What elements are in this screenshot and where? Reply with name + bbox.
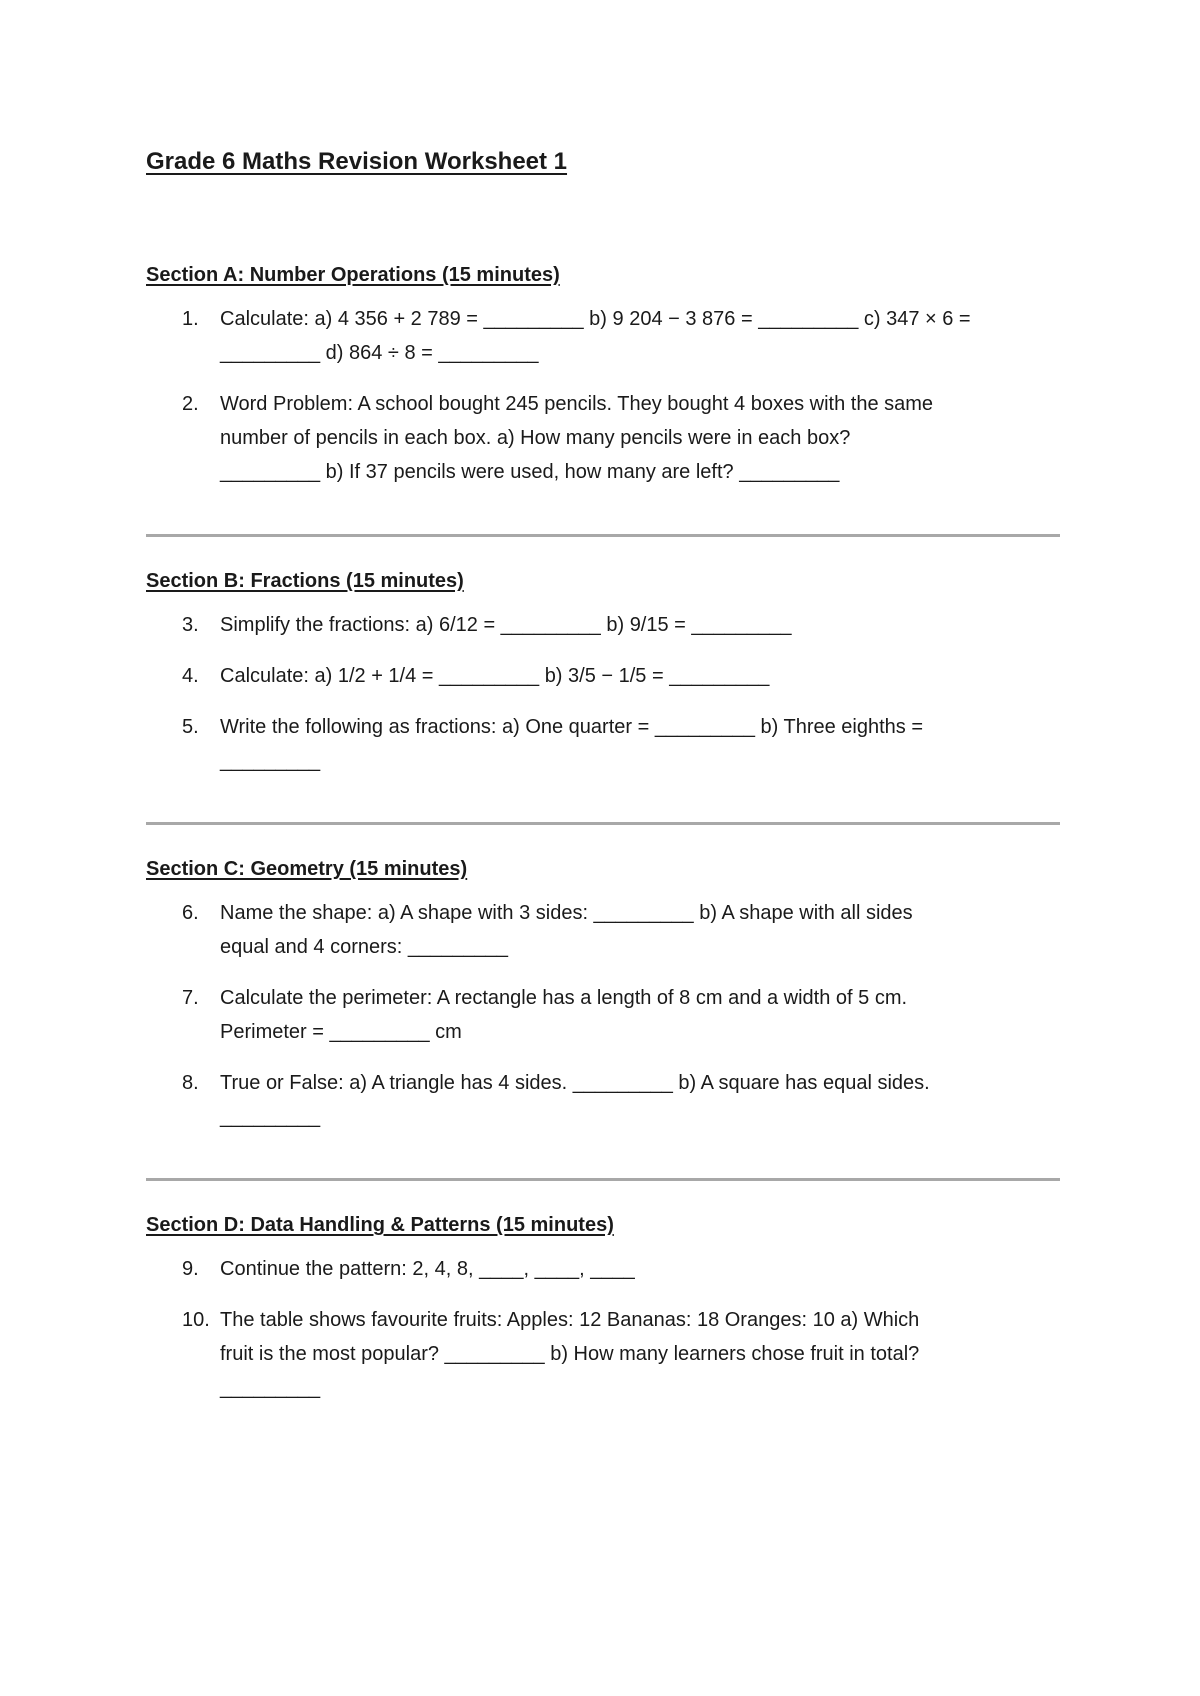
question-number: 9. (182, 1258, 199, 1280)
question-5 (146, 710, 1060, 778)
question-line: Name the shape: a) A shape with 3 sides: _________ b) A shape with all sides (220, 902, 913, 924)
section-b (146, 568, 1060, 778)
question-9 (146, 1252, 1060, 1286)
question-line: Simplify the fractions: a) 6/12 = _________ b) 9/15 = _________ (220, 614, 792, 636)
question-line: fruit is the most popular? _________ b) How many learners chose fruit in total? (220, 1343, 920, 1365)
question-number: 5. (182, 716, 199, 738)
question-8 (146, 1066, 1060, 1134)
question-7 (146, 981, 1060, 1049)
question-line: _________ (220, 750, 321, 772)
section-divider (146, 534, 1060, 537)
question-line: Perimeter = _________ cm (220, 1021, 462, 1043)
question-2 (146, 387, 1060, 489)
question-3 (146, 608, 1060, 642)
question-line: Calculate: a) 4 356 + 2 789 = _________ b) 9 204 − 3 876 = _________ c) 347 × 6 = (220, 308, 971, 330)
question-6 (146, 896, 1060, 964)
question-line: equal and 4 corners: _________ (220, 936, 509, 958)
question-line: Word Problem: A school bought 245 pencils. They bought 4 boxes with the same (220, 393, 934, 415)
question-number: 2. (182, 393, 199, 415)
question-4 (146, 659, 1060, 693)
section-a (146, 262, 1060, 489)
question-line: _________ b) If 37 pencils were used, how many are left? _________ (220, 461, 840, 483)
question-number: 7. (182, 987, 199, 1009)
question-10 (146, 1303, 1060, 1405)
question-number: 4. (182, 665, 199, 687)
section-heading: Section A: Number Operations (15 minutes) (146, 264, 560, 286)
question-line: _________ d) 864 ÷ 8 = _________ (220, 342, 539, 364)
question-line: Calculate the perimeter: A rectangle has a length of 8 cm and a width of 5 cm. (220, 987, 908, 1009)
question-number: 3. (182, 614, 199, 636)
section-divider (146, 1178, 1060, 1181)
question-number: 10. (182, 1309, 210, 1331)
question-line: _________ (220, 1106, 321, 1128)
question-number: 6. (182, 902, 199, 924)
question-line: The table shows favourite fruits: Apples: 12 Bananas: 18 Oranges: 10 a) Which (220, 1309, 920, 1331)
question-line: _________ (220, 1377, 321, 1399)
question-number: 8. (182, 1072, 199, 1094)
question-1 (146, 302, 1060, 370)
question-line: Write the following as fractions: a) One quarter = _________ b) Three eighths = (220, 716, 924, 738)
page-title: Grade 6 Maths Revision Worksheet 1 (146, 148, 568, 175)
section-heading: Section C: Geometry (15 minutes) (146, 858, 468, 880)
section-heading: Section D: Data Handling & Patterns (15 minutes) (146, 1214, 614, 1236)
section-c (146, 856, 1060, 1134)
question-number: 1. (182, 308, 199, 330)
question-line: Continue the pattern: 2, 4, 8, ____, ____, ____ (220, 1258, 635, 1280)
question-line: number of pencils in each box. a) How many pencils were in each box? (220, 427, 851, 449)
section-d (146, 1212, 1060, 1405)
question-line: Calculate: a) 1/2 + 1/4 = _________ b) 3/5 − 1/5 = _________ (220, 665, 770, 687)
section-divider (146, 822, 1060, 825)
question-line: True or False: a) A triangle has 4 sides. _________ b) A square has equal sides. (220, 1072, 930, 1094)
section-heading: Section B: Fractions (15 minutes) (146, 570, 464, 592)
